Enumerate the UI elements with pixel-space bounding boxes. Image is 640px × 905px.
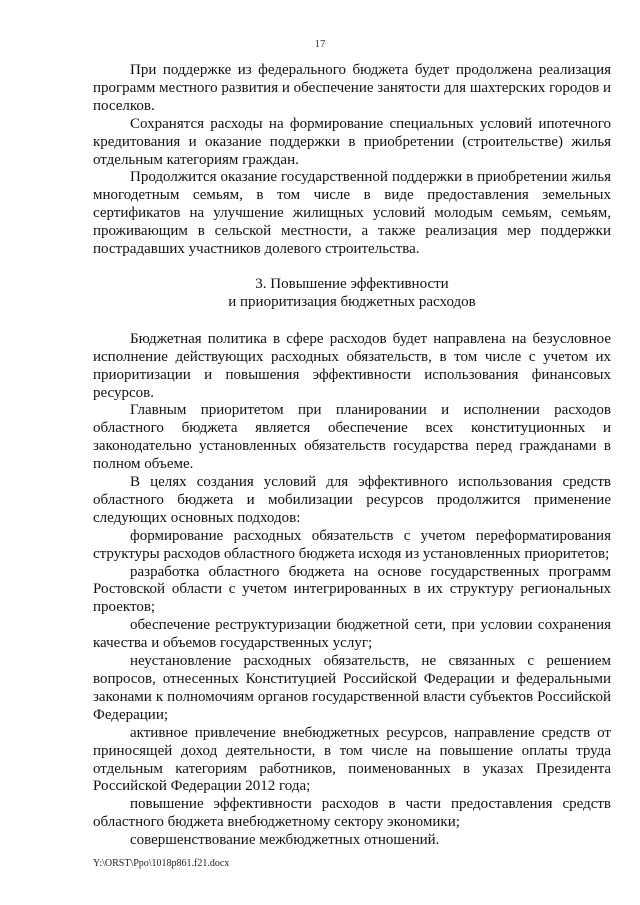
document-body [93,62,611,850]
paragraph-main-priority: Главным приоритетом при планировании и исполнении расходов областного бюджета является обеспечение всех конституционных и законодательно установленных обязательств государства перед гражданами в полном объеме. [93,402,611,473]
list-item-approach-4: неустановление расходных обязательств, не связанных с решением вопросов, отнесенных Конституцией Российской Федерации и федеральными законами к полномочиям органов государственной власти субъектов Российской Федерации; [93,653,611,723]
list-item-approach-1: формирование расходных обязательств с учетом переформатирования структуры расходов областного бюджета исходя из установленных приоритетов; [93,527,611,562]
section-heading-line-2: и приоритизация бюджетных расходов [228,293,476,310]
paragraph-approaches-intro: В целях создания условий для эффективного использования средств областного бюджета и мобилизации ресурсов продолжится применение следующих основных подходов: [93,474,611,526]
paragraph-federal-support: При поддержке из федерального бюджета будет продолжена реализация программ местного развития и обеспечение занятости для шахтерских городов и поселков. [93,62,611,114]
section-heading-line-1: 3. Повышение эффективности [255,275,449,292]
list-item-approach-7: совершенствование межбюджетных отношений. [130,832,440,849]
paragraph-mortgage-support: Сохранятся расходы на формирование специальных условий ипотечного кредитования и оказание поддержки в приобретении (строительстве) жилья отдельным категориям граждан. [93,115,611,168]
paragraph-budget-policy: Бюджетная политика в сфере расходов будет направлена на безусловное исполнение действующих расходных обязательств, в том числе с учетом их приоритизации и повышения эффективности использования финансовых ресурсов. [93,330,611,401]
footer-file-path: Y:\ORST\Ppo\1018p861.f21.docx [93,858,230,869]
list-item-approach-6: повышение эффективности расходов в части предоставления средств областного бюджета внебюджетному сектору экономики; [93,796,611,831]
section-heading [93,276,611,312]
paragraph-housing-support: Продолжится оказание государственной поддержки в приобретении жилья многодетным семьям, в том числе в виде предоставления земельных сертификатов на улучшение жилищных условий молодым семьям, семьям, проживающим в сельской местности, а также реализация мер поддержки пострадавших участников долевого строительства. [93,169,611,258]
page-number: 17 [314,38,326,50]
list-item-approach-3: обеспечение реструктуризации бюджетной сети, при условии сохранения качества и объемов государственных услуг; [93,617,611,652]
list-item-approach-5: активное привлечение внебюджетных ресурсов, направление средств от приносящей доход деятельности, в том числе на повышение оплаты труда отдельным категориям работников, поименованных в указах Президента Российской Федерации 2012 года; [93,724,611,795]
list-item-approach-2: разработка областного бюджета на основе государственных программ Ростовской области с учетом интегрированных в их структуру региональных проектов; [93,563,611,616]
